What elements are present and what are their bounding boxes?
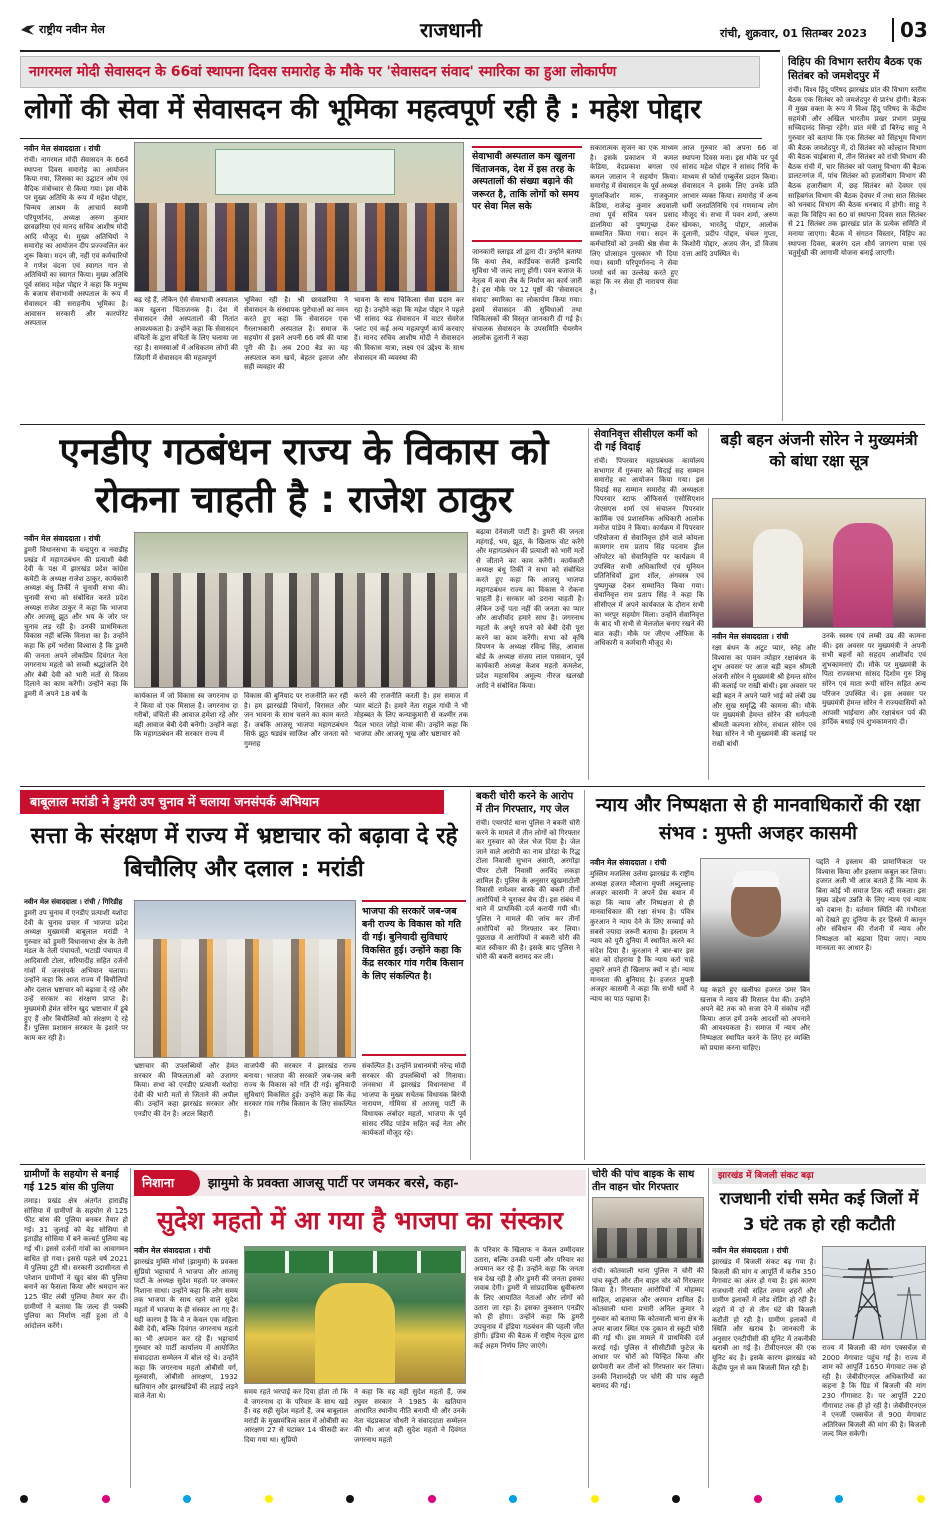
story2-col5 (476, 528, 584, 782)
sudesh-col4 (474, 1246, 584, 1488)
story1-col3-text: भूमिका रही है। श्री छावछरिया ने सेवासदन के संस्थापक पुरोधाओं का नमन करते हुए कहा कि सेवासदन एक गैरलाभकारी अस्पताल है। समाज के सहयोग से इसने अपनी 66 वर्ष की यात्रा पूरी की है। अब 200 बेड का यह अस्पताल कम खर्च, बेहतर इलाज और सही व्यवहार की (244, 296, 348, 372)
sudesh-headline: सुदेश महतो में आ गया है भाजपा का संस्कार (156, 1206, 564, 1235)
story1-body: रांची। नागरमल मोदी सेवासदन के 66वें स्थापना दिवस समारोह का आयोजन किया गया, जिसका का उद्घाटन ओम एवं वैदिक मंत्रोच्चार से किया गया। इस मौके पर मुख्य अतिथि के रूप में महेश पोद्दार, चिन्मय आश्रम के आचार्य स्वामी परिपूर्णानंद, अध्यक्ष अरुण कुमार छावछरिया एवं मानद सचिव आशीष मोदी आदि मौजूद थे। मुख्य अतिथियों ने समारोह का आयोजन दीप प्रज्ज्वलित कर शुरू किया। मदन जी, नहीं एवं कर्मचारियों ने गणेश वंदना एवं स्वागत गान से अतिथियों का स्वागत किया। मुख्य अतिथि पूर्व सांसद महेश पोद्दार ने कहा कि मनुष्य के बजाय सेवाभावी अस्पताल के रूप में सेवासदन की सराहनीय भूमिका है। आवासन सरकारी और कारपोरेट अस्पताल (24, 156, 128, 328)
mufti-col2 (700, 986, 810, 1160)
story1-col6-text: सकारात्मक सृजन का एक माध्यम है। इसके प्रकाशन में कमल केडिया, वेदप्रकाश बगला एवं कमल जालान ने सहयोग किया। समारोह में सेवासदन के पूर्व अध्यक्ष युगलकिशोर मारू, राजकुमार केडिया, राजेन्द्र कुमार अग्रवाली तथा पूर्व सचिव पवन प्रसाद डालमिया को पुष्पगुच्छ देकर सम्मानित किया गया। सदन के कर्मचारियों को उनकी श्रेष्ठ सेवा के लिए प्रोत्साहन पुरस्कार भी दिया गया। स्वामी परिपूर्णानन्द ने सेवा परमो धर्म का उल्लेख करते हुए कहा कि नर सेवा ही नारायण सेवा है। (590, 144, 678, 296)
sudesh-col3-text: ने कहा कि वह वही सुदेश महतो हैं, जब रघुवर सरकार ने 1985 के खतियान आधारित स्थानीय नीति बनायी थी और उनके नेता चंद्रप्रकाश चौधरी ने संवाददाता सम्मेलन की थी। आज वही सुदेश महतो ने दिवंगत जगरनाथ महतो (354, 1388, 466, 1444)
story1-col4-text: भावना के साथ चिकित्सा सेवा प्रदान कर रहा है। उन्होंने कहा कि महेश पोद्दार ने पहले भी सांसद फंड सेवासदन में वाटर सेवरेज प्लांट एवं कई अन्य महत्वपूर्ण कार्य करवाए हैं। मानद सचिव आशीष मोदी ने सेवासदन की विकास यात्रा, लक्ष्य एवं उद्देश्य के साथ सेवासदन की व्यवस्था की (354, 296, 464, 362)
rakhi-figure-2 (833, 523, 893, 628)
section-rule-2 (20, 786, 925, 787)
brand-name: राष्ट्रीय नवीन मेल (39, 23, 105, 36)
bike-box (592, 1168, 704, 1488)
top-banner (20, 56, 760, 88)
babulal-col2 (134, 1062, 238, 1162)
bike-shapes (597, 1228, 701, 1258)
theft-body: रांची। एयरपोर्ट थाना पुलिस ने बकरी चोरी करने के मामले में तीन लोगों को गिरफ्तार कर गुरुवार को जेल भेज दिया है। जेल जाने वाले आरोपी का नाम डोरंडा के रिद्ध टोला निवासी सुभान अंसारी, अरगोड़ा पीपर टोली निवासी अरविंद लकड़ा शामिल हैं। पुलिस के अनुसार खुखमाटोली निवासी रामेश्वर बास्के की बकरी तीनों आरोपियों ने चुराकर बेच दी। इस संबंध में थाने में प्राथमिकी दर्ज करायी गयी थी। पुलिस ने मामले की जांच कर तीनों आरोपियों को गिरफ्तार कर लिया। पूछताछ में आरोपियों ने बकरी चोरी की बात स्वीकार की है। इसके बाद पुलिस ने चोरी की बकरी बरामद कर ली। (476, 819, 580, 962)
power-col1 (712, 1246, 816, 1488)
babulal-headline: सत्ता के संरक्षण में राज्य में भ्रष्टाचार को बढ़ावा दे रहे बिचौलिए और दलाल : मरांडी (30, 823, 458, 882)
rakhi-col2 (822, 632, 926, 782)
vhp-body: रांची। विश्व हिंदू परिषद झारखंड प्रांत की विभाग स्तरीय बैठक एक सितंबर को जमशेदपुर से प्रारंभ होगी। बैठक में मुख्य वक्ता के रूप में विश्व हिंदू परिषद के केंद्रीय सहमंत्री और अखिल भारतीय प्रखर प्रभाग प्रमुख सच्चिदानंद सिन्हा रहेंगे। प्रांत मंत्री डॉ बिरेन्द्र साहू ने गुरुवार को बताया कि एक सितंबर को सिंहभूम विभाग की बैठक जमशेदपुर में, दो सितंबर को कोल्हान विभाग की बैठक चाईबासा में, तीन सितंबर को रांची विभाग की बैठक रांची में, चार सितंबर को पलामू विभाग की बैठक डालटनगंज में, पांच सितंबर को हजारीबाग विभाग की बैठक हजारीबाग में, छह सितंबर को देवघर एवं साहिबगंज विभाग की बैठक देवघर में तथा सात सितंबर को धनबाद विभाग की बैठक धनबाद में होगी। साहू ने कहा कि विहिप का 60 वां स्थापना दिवस सात सितंबर से 21 सितंबर तक झारखंड प्रांत के प्रत्येक समिति में मनाया जाएगा। बैठक में संगठन विस्तार, विहिप का स्थापना दिवस, बजरंग दल शौर्य जागरण यात्रा एवं चतुर्मुखी की आगामी योजना बनाई जाएगी। (788, 86, 926, 258)
babulal-col3 (244, 1062, 356, 1162)
sudesh-photo (244, 1246, 466, 1384)
jmm-banner (245, 1251, 466, 1273)
bike-headline: चोरी की पांच बाइक के साथ तीन वाहन चोर गिरफ्तार (592, 1169, 695, 1193)
sudesh-col1 (134, 1246, 238, 1488)
power-divider (708, 1168, 709, 1488)
section-rule-3 (20, 1164, 925, 1165)
story1-headline: लोगों की सेवा में सेवासदन की भूमिका महत्वपूर्ण रही है : महेश पोद्दार (24, 94, 702, 125)
vhp-headline: विहिप की विभाग स्तरीय बैठक एक सितंबर को जमशेदपुर में (788, 56, 922, 82)
babulal-photo (134, 900, 356, 1058)
bike-body: रांची। कोतवाली थाना पुलिस ने चोरी की पांच स्कूटी और तीन वाहन चोर को गिरफ्तार किया है। गिरफ्तार आरोपियों में मोहम्मद साहिल, शाहबाज और अरमान शामिल हैं। कोतवाली थाना प्रभारी अनिल कुमार ने गुरुवार को बताया कि कोतवाली थाना क्षेत्र के अपर बाजार स्थित एक दुकान से स्कूटी चोरी की गई थी। इस मामले में प्राथमिकी दर्ज कराई गई। पुलिस ने सीसीटीवी फुटेज के आधार पर चोरों को चिन्हित किया और छापेमारी कर तीनों को गिरफ्तार कर लिया। उनकी निशानदेही पर चोरी की पांच स्कूटी बरामद की गई। (592, 1267, 704, 1391)
power-col2 (822, 1344, 926, 1488)
brand-logo (20, 22, 105, 37)
people-row (135, 203, 464, 292)
reg-dot-6 (428, 1495, 436, 1503)
section-rule-1 (20, 424, 925, 425)
sudesh-body: झारखंड मुक्ति मोर्चा (झामुमो) के प्रवक्ता सुप्रियो भट्टाचार्य ने भाजपा और आजसू पार्टी के अध्यक्ष सुदेश महतो पर जमकर निशाना साधा। उन्होंने कहा कि लोग समय तक भाजपा के साथ रहने वाले सुदेश महतो में भाजपा के ही संस्कार आ गए हैं। यही कारण है कि वे न केवल एक महिला बेबी देवी, बल्कि दिवंगत जगरनाथ महतो का भी अपमान कर रहे हैं। भट्टाचार्य गुरुवार को पार्टी कार्यालय में आयोजित संवाददाता सम्मेलन में बोल रहे थे। उन्होंने कहा कि जगरनाथ महतो ओबीसी वर्ग, मूलवासी, ओबीसी आरक्षण, 1932 खतियान और झारखंडियों की लड़ाई लड़ने वाले नेता थे। (134, 1258, 238, 1401)
power-body: झारखंड में बिजली संकट बढ़ गया है। बिजली की मांग व आपूर्ति में करीब 350 मेगावाट का अंतर हो गया है। इस कारण राजधानी रांची सहित तमाम शहरों और ग्रामीण इलाकों में लोड शेडिंग हो रही है। शहरों में दो से तीन घंटे की बिजली कटौती हो रही है। ग्रामीण इलाकों में स्थिति और खराब है। जानकारी के अनुसार एनटीपीसी की यूनिट में तकनीकी खराबी आ गई है। टीवीएनएल की एक यूनिट बंद है। इसके कारण झारखंड को केंद्रीय पूल से कम बिजली मिल रही है। (712, 1258, 816, 1372)
sudesh-kicker: झामुमो के प्रवक्ता आजसू पार्टी पर जमकर बरसे, कहा- (208, 1175, 459, 1190)
pullquote-text: सेवाभावी अस्पताल कम खुलना चिंताजनक, देश में इस तरह के अस्पतालों की संख्या बढ़ाने की जरूरत है, ताकि लोगों को समय पर सेवा मिल सके (472, 151, 579, 212)
story2-col5-text: बढ़ावा देनेवाली पार्टी है। डुमरी की जनता महंगाई, भय, झूठ, के खिलाफ वोट करेंगे और महागठबंधन की प्रत्याशी को भारी मतों से जीताने का काम करेंगी। कार्यकारी अध्यक्ष बंधु तिर्की ने सभा को संबोधित करते हुए कहा कि आजसू भाजपा महागठबंधन राज्य का विकास ने रोकना चाहती है। सरकार को डराना चाहती है। लेकिन उन्हें पता नहीं की जनता का प्यार और आशीर्वाद हमारे साथ है। जगरनाथ महतो के अधूरे सपने को बेबी देवी पूरा करने का काम करेंगी। सभा को कृषि विपणन के अध्यक्ष रविन्द्र सिंह, आवास बोर्ड के अध्यक्ष संजय लाल पासवान, पूर्व कार्यकारी अध्यक्ष केशव महतो कमलेश, प्रदेश महासचिव अमूल्य नीरज खलखो आदि ने संबोधित किया। (476, 528, 584, 690)
story1-rule (20, 138, 762, 139)
retire-divider (588, 428, 589, 780)
power-kicker-text: झारखंड में बिजली संकट बढ़ा (718, 1171, 814, 1181)
crowd (135, 573, 468, 688)
story2-col4-text: करने की राजनीति करती है। हम समाज में प्यार बांटते हैं। हमारे नेता राहुल गांधी ने भी मोहब्बत के लिए कन्याकुमारी से कश्मीर तक पैदल भारत जोड़ो यात्रा की। उन्होंने कहा कि भाजपा और आजसू भूख और भ्रष्टाचार को (354, 692, 468, 739)
power-byline: नवीन मेल संवाददाता । रांची (712, 1246, 789, 1255)
masthead-rule (20, 50, 780, 52)
babulal-col1 (24, 898, 128, 1160)
story2-col1 (24, 534, 128, 782)
rakhi-col1 (712, 632, 816, 782)
story1-col1 (24, 144, 128, 420)
power-headline: राजधानी रांची समेत कई जिलों में 3 घंटे तक हो रही कटौती (719, 1189, 919, 1234)
sudesh-byline: नवीन मेल संवाददाता । रांची (134, 1246, 211, 1255)
story2-body: डुमरी विधानसभा के चन्द्रपुरा व नवाडीह प्रखंड में महागठबंधन की प्रत्याशी बेबी देवी के पक्ष में झारखंड प्रदेश कांग्रेस कमेटी के अध्यक्ष राजेश ठाकुर, कार्यकारी अध्यक्ष बंधु तिर्की ने चुनावी सभा की। चुनावी सभा को संबोधित करते प्रदेश अध्यक्ष राजेश ठाकुर ने कहा कि भाजपा और आजसू झूठ और भय के जोर पर चुनाव लड़ रही है। उनकी प्राथमिकता विकास नहीं बल्कि विनाश का है। उन्होंने कहा कि हमें भरोसा विश्वास है कि डुमरी की जनता अपने लोकप्रिय दिवंगत नेता जगरनाथ महतो को सच्ची श्रद्धांजलि देंगे और बेबी देवी को भारी मतों से विजय दिलाने का काम करेंगी। उन्होंने कहा कि डुमरी में अपने 18 वर्ष के (24, 546, 128, 698)
masthead (20, 14, 928, 50)
reg-dot-7 (509, 1495, 517, 1503)
sudesh-col3 (354, 1388, 466, 1488)
story2-col3 (244, 692, 348, 782)
reg-dot-5 (346, 1495, 354, 1503)
dateline: रांची, शुक्रवार, 01 सितम्बर 2023 (720, 27, 868, 40)
bird-icon (20, 24, 36, 36)
mufti-col1 (590, 858, 694, 1160)
retire-body: रांची। पिपरवार महाप्रबंधक कार्यालय सभागार में गुरुवार को विदाई सह सम्मान समारोह का आयोजन किया गया। इस विदाई सह सम्मान समारोह की अध्यक्षता पिपरवार स्टाफ ऑफिसर्स एसोसिएशन जेएसएस शर्मा एवं संचालन पिपरवार कार्मिक एवं प्रशासनिक अधिकारी आलोक मनोज पांडेय ने किया। कार्यक्रम में पिपरवार परियोजना से सेवानिवृत्त होने वाले कोयला कामगार राम प्रताप सिंह पदनाम ड्रील ऑपरेटर को सेवानिवृत्ति पर कार्यक्रम में उपस्थित सभी अधिकारियों एवं यूनियन प्रतिनिधियों द्वारा शॉल, अंगवस्त्र एवं पुष्पगुच्छ देकर सम्मानित किया गया। सेवानिवृत्त राम प्रताप सिंह ने कहा कि सीसीएल में अपने कार्यकाल के दौरान सभी का भरपूर सहयोग मिला। उन्होंने सेवानिवृत्त के बाद भी सभी से मेलजोल बनाए रखने की बात कही। मौके पर जीएम ऑफिस के अधिकारी व कर्मचारी मौजूद थे। (594, 457, 704, 648)
power-tower-photo (822, 1246, 926, 1340)
bike-photo (592, 1197, 704, 1263)
rakhi-figure (753, 529, 803, 628)
side-divider (782, 56, 783, 421)
babulal-col2-text: भ्रष्टाचार की उपलब्धियों और हेमंत सरकार की विफलताओं को उजागर किया। सभा को एनडीए प्रत्याशी यशोदा देवी की भारी मतों से जिताने की अपील की। उन्होंने कहा झारखंड सरकार और एनडीए की देन है। अटल बिहारी (134, 1062, 238, 1118)
retire-headline: सेवानिवृत्त सीसीएल कर्मी को दी गई विदाई (594, 429, 698, 453)
babulal-byline: नवीन मेल संवाददाता । रांची / गिरिडीह (24, 898, 123, 906)
sudesh-divider (130, 1168, 131, 1488)
rakhi-byline: नवीन मेल संवाददाता । रांची (712, 632, 789, 641)
babulal-pullquote (362, 900, 466, 1056)
babulal-col4 (362, 1062, 466, 1162)
mufti-photo (700, 858, 810, 982)
story1-col3 (244, 296, 348, 420)
mufti-divider (584, 790, 585, 1160)
sudesh-kicker-row (134, 1170, 586, 1196)
reg-dot-8 (591, 1495, 599, 1503)
bike-divider (588, 1168, 589, 1488)
section-name: राजधानी (420, 18, 482, 42)
story2-col3-text: विकास की बुनियाद पर राजनीति कर रही है। हम झारखंडी विचारों, विरासत और जन भावना के साथ चलने का काम करते हैं। जबकि आजसू भाजपा महागठबंधन सिर्फ झूठ षड्यंत्र साजिश और जनता को गुमराह (244, 692, 348, 748)
babulal-banner-text: बाबूलाल मरांडी ने डुमरी उप चुनाव में चलाया जनसंपर्क अभियान (30, 794, 320, 809)
babulal-body: डुमरी उप चुनाव में एनडीए प्रत्याशी यशोदा देवी के चुनाव प्रचार में भाजपा प्रदेश अध्यक्ष मुख्यमंत्री बाबूलाल मरांडी ने गुरुवार को डुमरी विधानसभा क्षेत्र के तेली मंडल के तेली पंचायतों, भटाडी पंचायत में आदिवासी टोला, सरियादीह सहित दर्जनों गांवों में जनसंपर्क अभियान चलाया। उन्होंने कहा कि आज राज्य में बिचौलियों और दलाल भ्रष्टाचार को बढ़ावा दे रहे और उन्हें सरकार का संरक्षण प्राप्त है। मुख्यमंत्री हेमंत सोरेन खुद भ्रष्टाचार में डूबे हुए हैं और बिचौलियों को संरक्षण दे रहे हैं। पुलिस प्रशासन सरकार के इशारे पर काम कर रही है। (24, 909, 128, 1042)
villages-headline: ग्रामीणों के सहयोग से बनाई गई 125 बांस की पुलिया (24, 1169, 119, 1193)
sudesh-col4-text: के परिवार के खिलाफ न केवल उम्मीदवार उतारा, बल्कि उनकी पत्नी और परिवार का अपमान कर रहे हैं। उन्होंने कहा कि जनता सब देख रही है और डुमरी की जनता इसका जवाब देगी। डुमरी में सांप्रदायिक ध्रुवीकरण के लिए आयातित नेताओं और लोगों को उतारा जा रहा है। इसका नुकसान एनडीए को ही होगा। उन्होंने कहा कि डुमरी उपचुनाव में इंडिया गठबंधन की पहली जीत होगी। इंडिया की बैठक में राष्ट्रीय नेतृत्व द्वारा कई अहम निर्णय लिए जाएंगे। (474, 1246, 584, 1350)
theft-headline: बकरी चोरी करने के आरोप में तीन गिरफ्तार, गए जेल (476, 791, 574, 815)
speaker (315, 1283, 395, 1384)
story1-col4 (354, 296, 464, 420)
retire-box (594, 428, 704, 782)
mufti-col3 (816, 858, 926, 1160)
story2-headline: एनडीए गठबंधन राज्य के विकास को रोकना चाहती है : राजेश ठाकुर (59, 430, 549, 521)
story2-byline: नवीन मेल संवाददाता । रांची (24, 534, 101, 543)
story1-byline: नवीन मेल संवाददाता । रांची (24, 144, 101, 153)
mufti-col2-text: यह कहते हुए खलीफा हजरत उमर बिन खत्ताब ने न्याय की मिसाल पेश की। उन्होंने अपने बेटे तक को सजा देने में संकोच नहीं किया। आज हमें उनके आदर्शों को अपनाने की आवश्यकता है। समाज में न्याय और निष्पक्षता स्थापित करने के लिए हर व्यक्ति को प्रयास करना चाहिए। (700, 986, 810, 1052)
banner-text: नागरमल मोदी सेवासदन के 66वां स्थापना दिवस समारोह के मौके पर 'सेवासदन संवाद' स्मारिका का हुआ लोकार्पण (29, 64, 617, 80)
rakhi-body: रक्षा बंधन के अटूट प्यार, स्नेह और विश्वास का पावन त्योहार रक्षाबंधन के शुभ अवसर पर आज बड़ी बहन श्रीमती अंजनी सोरेन ने मुख्यमंत्री श्री हेमन्त सोरेन की कलाई पर राखी बांधी। इस अवसर पर बड़ी बहन ने अपने प्यारे भाई को लंबी उम्र और सुख समृद्धि की कामना की। मौके पर मुख्यमंत्री हेमन्त सोरेन की धर्मपत्नी श्रीमती कल्पना सोरेन, संथाल सोरेन एवं रेखा सोरेन ने भी मुख्यमंत्री की कलाई पर राखी बांधी (712, 644, 816, 748)
seva-sadan-photo (134, 142, 464, 292)
reg-dot-11 (835, 1495, 843, 1503)
story2-col2-text: कार्यकाल में जो विकास स्व जगरनाथ दा ने किया वो एक मिसाल है। जगरनाथ दा गरीबों, वंचितों की आवाज हमेशा रहे और वही आवाज बेबी देवी बनेंगी। उन्होंने कहा कि महागठबंधन की सरकार राज्य में (134, 692, 238, 739)
sudesh-kicker-tag-text: निशाना (142, 1175, 175, 1190)
story1-col5-text: जानकारी स्लाइड शो द्वारा दी। उन्होंने बताया कि कथा लैब, कार्डियक सर्जरी इत्यादि सुविधा भी जल्द लागू होंगी। पवन बजाज के नेतृत्व में कथा लैब के निर्माण का कार्य जारी है। इस मौके पर 12 पृष्ठों की 'सेवासदन संवाद' स्मारिका का लोकार्पण किया गया। इसमें सेवासदन की सुविधाओं तथा चिकित्सकों की विस्तृत जानकारी दी गई है। संचालक सेवासदन के उपसमिति चेयरमैन आलोक दुलानी ने कहा (472, 248, 582, 343)
sudesh-kicker-tag (134, 1170, 200, 1196)
mufti-col3-text: पद्दति ने इस्लाम की प्रामाणिकता पर विश्वास किया और इस्लाम कबूल कर लिया। हजरत अली भी आज बताते हैं कि न्याय के बिना कोई भी समाज टिक नहीं सकता। इस मुख्य उद्देश्य उन्नति के लिए न्याय एवं न्याय को दबाना है। वर्तमान स्थिति की गंभीरता को देखते हुए दुनिया के हर हिस्से में कानून और संविधान की रोशनी में न्याय और निष्पक्षता को बढ़ावा दिया जाए। न्याय मानवता का आधार है। (816, 858, 926, 953)
reg-dot-12 (917, 1495, 925, 1503)
story2-col4 (354, 692, 468, 782)
babulal-col3-text: वाजपेयी की सरकार ने झारखंड राज्य बनाया। भाजपा की सरकारें जब-जब बनी राज्य के विकास को गति दी गई। बुनियादी सुविधाएं विकसित हुई। उन्होंने कहा कि केंद्र सरकार गांव गरीब किसान के लिए संकल्पित है। (244, 1062, 356, 1118)
reg-dot-3 (183, 1495, 191, 1503)
reg-dot-1 (20, 1495, 28, 1503)
reg-dot-9 (672, 1495, 680, 1503)
mufti-body: मुस्लिम मजलिस उलेमा झारखंड के राष्ट्रीय अध्यक्ष हजरत मौलाना मुफ्ती अब्दुल्लाह अजहर कासमी ने अपने प्रेस बयान में कहा कि न्याय और निष्पक्षता से ही मानवाधिकार की रक्षा संभव है। पवित्र कुरआन ने न्याय देने के लिए सच्चाई को सबसे ज्यादा जरूरी बताया है। इस्लाम ने न्याय को पूरी दुनिया में स्थापित करने का संदेश दिया है। कुरआन ने बार-बार इस बात को दोहराया है कि न्याय करो चाहे तुम्हारे अपने ही खिलाफ क्यों न हो। न्याय मानवता की बुनियाद है। हजरत मुफ्ती अजहर कासमी ने कहा कि सभी धर्मों ने न्याय का पाठ पढ़ाया है। (590, 870, 694, 1003)
story2-col2 (134, 692, 238, 782)
sudesh-col2 (244, 1388, 348, 1488)
babulal-col4-text: संकल्पित है। उन्होंने प्रधानमंत्री नरेन्द्र मोदी सरकार की उपलब्धियों को गिनाया। जनसभा में झारखंड विधानसभा में भाजपा के मुख्य सचेतक विधायक बिरंची नारायण, गोमिया से आजसू पार्टी के विधायक लंबोदर महतो, भाजपा के पूर्व सांसद रविंद्र पांडेय सहित कई नेता और कार्यकर्ता मौजूद रहे। (362, 1062, 466, 1138)
color-registration-bar (20, 1494, 925, 1504)
rakhi-divider (708, 428, 709, 780)
babulal-people (135, 939, 356, 1058)
reg-dot-4 (265, 1495, 273, 1503)
theft-box (476, 790, 580, 1162)
theft-divider (470, 790, 471, 1160)
story1-col7-text: आज गुरुवार को अपना 66 वां स्थापना दिवस मना। इस मौके पर पूर्व सांसद महेश पोद्दार ने सांसद निधि के माध्यम से फोर्स एम्बुलेंस प्रदान किया। सेवासदन ने इसके लिए उनके प्रति आभार व्यक्त किया। समारोह में अन्य धर्मी जनप्रतिनिधि एवं गणमान्य लोग मौजूद थे। सभा में पवन शर्मा, अरुण खेमका, भारतेंदु पोद्दार, आलोक दुलानी, प्रदीप पोद्दार, चंचल गुप्ता, किशोरी पोद्दार, अजय जैन, डॉ विजय दत्ता आदि उपस्थित थे। (682, 144, 778, 258)
rakhi-col2-text: उनके स्वस्थ एवं लम्बी उम्र की कामना की। इस अवसर पर मुख्यमंत्री ने अपनी सभी बहनों को सहदय आशीर्वाद एवं शुभकामनाएं दी। मौके पर मुख्यमंत्री के पिता राज्यसभा सांसद दिशोम गुरु शिबू सोरेन एवं माता रूपी सोरेन सहित अन्य परिजन उपस्थित थे। इस अवसर पर मुख्यमंत्री हेमन्त सोरेन ने राज्यवासियों को आपसी भाईचारा और रक्षाबंधन पर्व की हार्दिक बधाई एवं शुभकामनाएं दी। (822, 632, 926, 727)
rally-photo (134, 532, 468, 688)
power-kicker (712, 1168, 926, 1184)
mufti-byline: नवीन मेल संवाददाता । रांची (590, 858, 667, 867)
power-tower-icon (823, 1247, 926, 1340)
page-number: 03 (892, 18, 928, 42)
sudesh-col2-text: समय रहते भरपाई कर दिया होता तो कि वे जगरनाथ दा के परिवार के साथ खड़े हैं। वह सही सुदेश महतो हैं, जब बाबूलाल मरांडी के मुख्यमंत्रित्व काल में ओबीसी का आरक्षण 27 से घटाकर 14 फीसदी कर दिया गया था। सुप्रियो (244, 1388, 348, 1444)
rakhi-photo (712, 498, 926, 628)
reg-dot-2 (102, 1495, 110, 1503)
mufti-headline: न्याय और निष्पक्षता से ही मानवाधिकारों की रक्षा संभव : मुफ्ती अजहर कासमी (596, 795, 920, 844)
reg-dot-10 (754, 1495, 762, 1503)
story1-col2 (134, 296, 238, 420)
babulal-pullquote-text: भाजपा की सरकारें जब-जब बनी राज्य के विकास को गति दी गई। बुनियादी सुविधाएं विकसित हुई। उन्होंने कहा कि केंद्र सरकार गांव गरीब किसान के लिए संकल्पित है। (362, 906, 464, 982)
babulal-banner (20, 790, 444, 814)
story1-col7 (682, 144, 778, 420)
story1-col2-text: बढ़ रहे हैं, लेकिन ऐसे सेवाभावी अस्पताल कम खुलना चिंताजनक है। देश में सेवासदन जैसे अस्पतालों की नितांत आवश्यकता है। उन्होंने कहा कि सेवासदन वंचितों के द्वारा वंचितों के लिए चलाया जा रहा है। समस्याओं में अधिकतम लोगों की जिंदगी में सेवासदन की महत्वपूर्ण (134, 296, 238, 362)
story1-pullquote (472, 146, 582, 242)
vhp-box (788, 56, 926, 422)
power-col2-text: राज्य में बिजली की मांग एक्सचेंज से 2000 मेगावाट पहुंच गई है। राज्य में शाम को आपूर्ति 1650 मेगावाट तक हो रही है। जेबीवीएनएल अधिकारियों का कहना है कि ग्रिड में बिजली की मांग 230 गीगावाट है। पर आपूर्ति 220 गीगावाट तक ही हो रही है। जेबीवीएनएल ने एनर्जी एक्सचेंज से 900 मेगावाट अतिरिक्त बिजली की मांग की है। बिजली जल्द मिल सकेगी। (822, 1344, 926, 1439)
rakhi-headline: बड़ी बहन अंजनी सोरेन ने मुख्यमंत्री को बांधा रक्षा सूत्र (720, 431, 918, 470)
villages-body: तमाड़। प्रखंड क्षेत्र अंतर्गत हाराडीह सोसिया में ग्रामीणों के सहयोग से 125 फीट बांस की पुलिया बनकर तैयार हो गई। 31 जुलाई को बेड़ सोसिया से इताड़ीह सोसिया में बने कल्वर्ट पुलिया बह गई थी। इससे दर्जनों गांवों का आवागमन बाधित हो गया। इससे पहले वर्ष 2021 में पुलिया टूटी थी। सरकारी उदासीनता से परेशान ग्रामीणों ने खुद बांस की पुलिया बनाने का फैसला किया और श्रमदान कर 125 फीट लंबी पुलिया तैयार कर दी। ग्रामीणों ने बताया कि जल्द ही पक्की पुलिया का निर्माण नहीं हुआ तो वे आंदोलन करेंगे। (24, 1197, 128, 1330)
villages-box (24, 1168, 128, 1488)
story1-col5 (472, 248, 582, 420)
stage-banner (215, 149, 395, 195)
story1-col6 (590, 144, 678, 420)
mufti-cap (733, 871, 779, 887)
